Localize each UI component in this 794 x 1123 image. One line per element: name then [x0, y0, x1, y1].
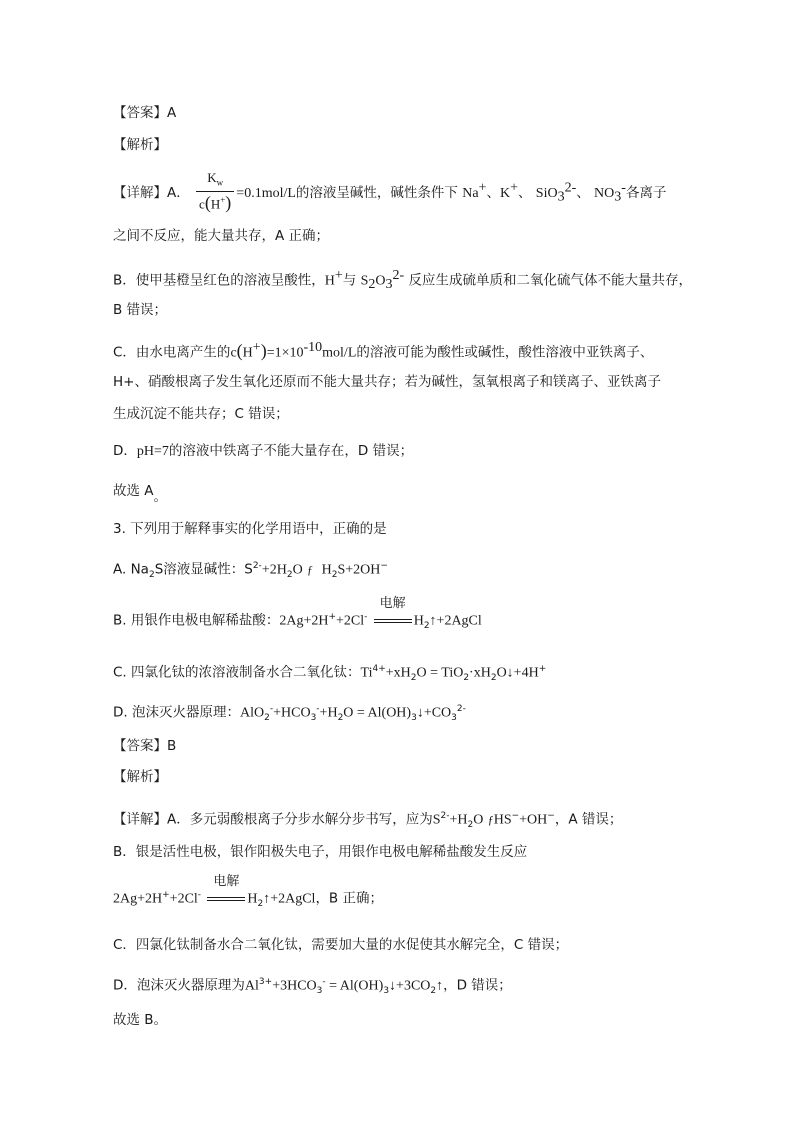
kw-fraction: $\frac{K_w}{c(H^+)}$ [196, 170, 234, 212]
detail2-b-equation: 2Ag+2H++2Cl- 电解 $H_2↑+2AgCl$，B 正确； [113, 873, 383, 910]
analysis-label-2: 【解析】 [113, 769, 167, 785]
option-b: B. 用银作电极电解稀盐酸：2Ag+2H++2Cl- 电解 $H_2↑+2AgCl$ [113, 595, 482, 632]
conclusion-1: 故选 A。 [113, 483, 168, 505]
detail-c-line-2: H+、硝酸根离子发生氧化还原而不能大量共存；若为碱性，氢氧根离子和镁离子、亚铁离子 [113, 374, 661, 390]
detail2-c-line: C．四氯化钛制备水合二氧化钛，需要加大量的水促使其水解完全，C 错误； [113, 937, 569, 953]
detail2-a-line: 【详解】A．多元弱酸根离子分步水解分步书写，应为$S^{2-}+H_2O$ ƒHS−+OH−，A 错误； [113, 811, 623, 831]
detail-d-line: D．pH=7的溶液中铁离子不能大量存在，D 错误； [113, 443, 414, 459]
question-3-stem: 3. 下列用于解释事实的化学用语中，正确的是 [113, 521, 387, 537]
detail2-d-line: D．泡沫灭火器原理为$Al^{3+}+3HCO_3^-$ = $Al(OH)_3↓+3CO_2↑$，D 错误； [113, 977, 512, 997]
answer-label: 【答案】 [113, 105, 167, 121]
detail2-b-line: B．银是活性电极，银作阳极失电子，用银作电极电解稀盐酸发生反应 [113, 844, 528, 860]
answer-line-1 [113, 103, 176, 123]
answer-line-2: 【答案】B [113, 738, 177, 754]
analysis-label-1: 【解析】 [113, 137, 167, 153]
detail-c-line: C．由水电离产生的$c(H^+)=1\times 10^{-10}mol/L$的溶液可能为酸性或碱性，酸性溶液中亚铁离子、 [113, 340, 654, 361]
conclusion-2: 故选 B。 [113, 1012, 168, 1028]
electrolysis-symbol-2: 电解 [205, 889, 247, 909]
answer-value: A [167, 105, 177, 121]
detail-a-line-2: 之间不反应，能大量共存，A 正确； [113, 228, 330, 244]
detail-c-line-3: 生成沉淀不能共存；C 错误； [113, 406, 289, 422]
option-a: A. $Na_2S$溶液显碱性：$S^{2-}+2H_2O$ ƒ $H_2S+2OH^-$ [113, 561, 388, 581]
option-d: D. 泡沫灭火器原理：$AlO_2^-+HCO_3^-+H_2O$ = $Al(OH)_3↓+CO_3^{2-}$ [113, 704, 466, 724]
detail-b-line-2: B 错误； [113, 302, 168, 318]
option-c: C. 四氯化钛的浓溶液制备水合二氧化钛：$Ti^{4+}+xH_2O$ = $TiO_2\cdot xH_2O↓+4H^+$ [113, 664, 547, 684]
electrolysis-symbol: 电解 [372, 611, 414, 631]
detail-a-line: 【详解】A． $\frac{K_w}{c(H^+)}$ =0.1mol/L的溶液呈碱性，碱性条件下 Na+、K+、 SiO$_3^{2-}$、 $NO_3^-$各离子 [113, 170, 667, 212]
detail-b-line: B．使甲基橙呈红色的溶液呈酸性，H+与 $S_2O_3^{2-}$ 反应生成硫单质和二氧化硫气体不能大量共存， [113, 268, 692, 293]
